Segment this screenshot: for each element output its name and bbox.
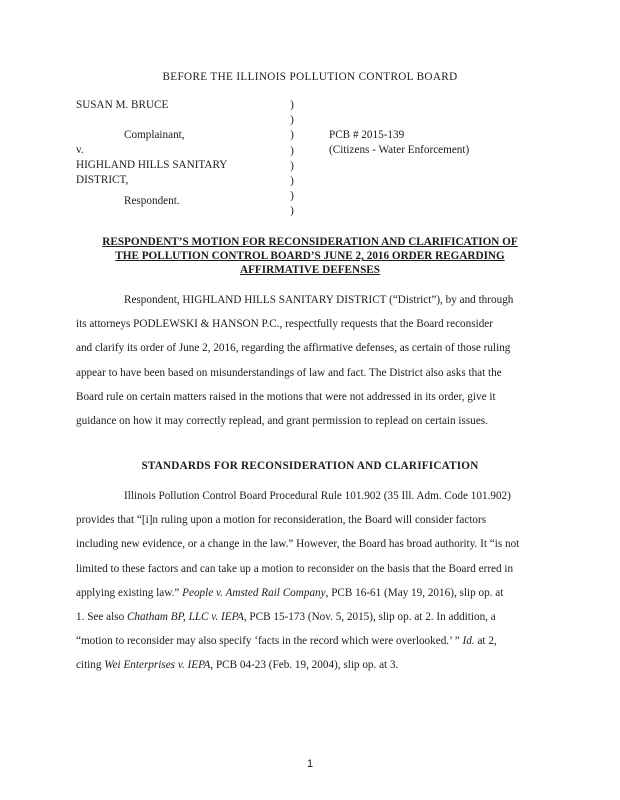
case-citation: Id. xyxy=(462,635,475,648)
paragraph-line: and clarify its order of June 2, 2016, regarding the affirmative defenses, as certain of those ruling xyxy=(76,342,511,355)
motion-title-line: THE POLLUTION CONTROL BOARD’S JUNE 2, 2016 ORDER REGARDING xyxy=(115,250,505,263)
complainant-role: Complainant, xyxy=(124,129,185,141)
paragraph-line: including new evidence, or a change in the law.” However, the Board has broad authority. It “is not xyxy=(76,538,520,551)
case-number: PCB # 2015-139 xyxy=(329,129,405,141)
paragraph-line: guidance on how it may correctly replead, and grant permission to replead on certain issues. xyxy=(76,415,488,428)
page-number: 1 xyxy=(306,758,314,770)
paragraph-line: applying existing law.” People v. Amsted Rail Company, PCB 16-61 (May 19, 2016), slip op. at xyxy=(76,586,504,599)
motion-title-line: AFFIRMATIVE DEFENSES xyxy=(240,264,380,277)
paragraph-line: limited to these factors and can take up a motion to reconsider on the basis that the Board erred in xyxy=(76,562,514,575)
case-citation: People v. Amsted Rail Company xyxy=(182,586,326,599)
paragraph-line: citing Wei Enterprises v. IEPA, PCB 04-23 (Feb. 19, 2004), slip op. at 3. xyxy=(76,659,399,672)
paragraph-line: provides that “[i]n ruling upon a motion for reconsideration, the Board will consider factors xyxy=(76,514,487,527)
case-citation: Chatham BP, LLC v. IEPA xyxy=(126,611,244,624)
paragraph-line: its attorneys PODLEWSKI & HANSON P.C., respectfully requests that the Board reconsider xyxy=(76,318,493,331)
motion-title-line: RESPONDENT’S MOTION FOR RECONSIDERATION AND CLARIFICATION OF xyxy=(102,236,518,248)
paragraph-line: appear to have been based on misunderstandings of law and fact. The District also asks that the xyxy=(76,366,502,379)
complainant-name: SUSAN M. BRUCE xyxy=(76,99,169,111)
standards-paragraph xyxy=(76,484,546,678)
intro-paragraph xyxy=(76,288,546,433)
versus: v. xyxy=(76,144,84,156)
case-type: (Citizens - Water Enforcement) xyxy=(329,144,470,156)
caption-parentheses: ) ) ) ) ) ) ) ) xyxy=(290,99,294,218)
respondent-role: Respondent. xyxy=(124,195,180,207)
case-citation: Wei Enterprises v. IEPA xyxy=(104,659,211,672)
motion-title xyxy=(0,235,620,278)
respondent-name-line1: HIGHLAND HILLS SANITARY xyxy=(76,159,228,171)
paragraph-line: Illinois Pollution Control Board Procedural Rule 101.902 (35 Ill. Adm. Code 101.902) xyxy=(124,490,511,502)
respondent-name-line2: DISTRICT, xyxy=(76,174,129,186)
paragraph-line: 1. See also Chatham BP, LLC v. IEPA, PCB 15-173 (Nov. 5, 2015), slip op. at 2. In addition, a xyxy=(76,611,496,624)
paragraph-line: Respondent, HIGHLAND HILLS SANITARY DISTRICT (“District”), by and through xyxy=(124,294,514,306)
court-heading: BEFORE THE ILLINOIS POLLUTION CONTROL BOARD xyxy=(162,71,458,83)
section-heading: STANDARDS FOR RECONSIDERATION AND CLARIFICATION xyxy=(141,460,479,472)
paragraph-line: “motion to reconsider may also specify ‘facts in the record which were overlooked.’ ” Id. at 2, xyxy=(76,635,497,648)
paragraph-line: Board rule on certain matters raised in the motions that were not addressed in its order, give it xyxy=(76,390,496,403)
